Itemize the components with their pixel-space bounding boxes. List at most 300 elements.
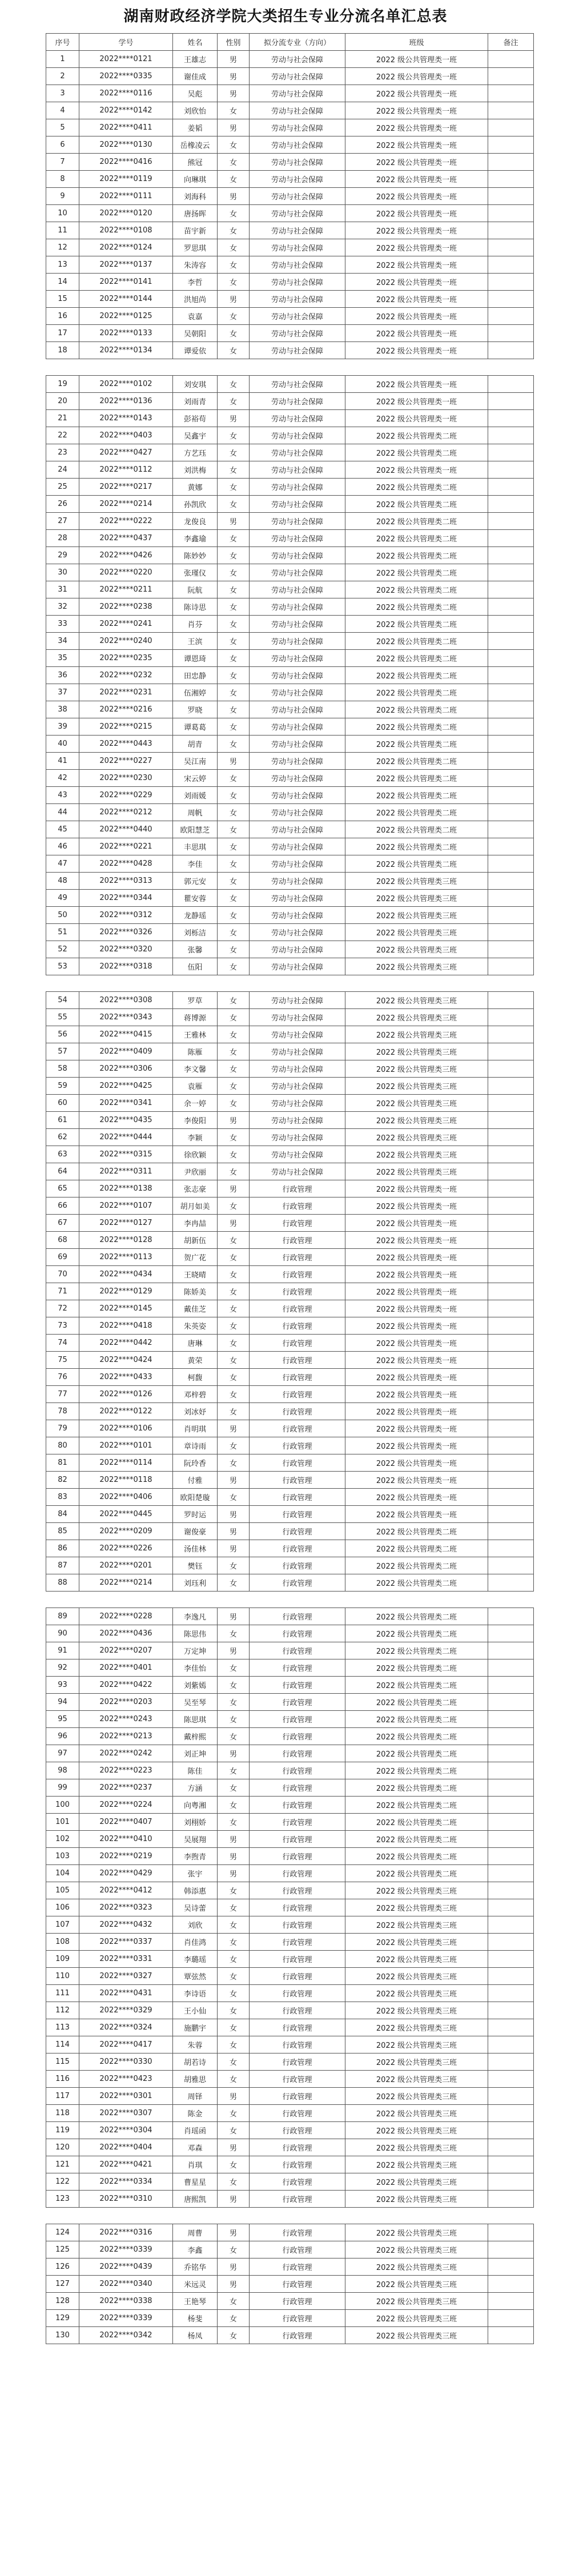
cell-class: 2022 级公共管理类一班 [345, 291, 488, 308]
cell-major: 行政管理 [250, 2258, 345, 2276]
cell-index: 24 [46, 461, 79, 479]
cell-remarks [488, 1026, 534, 1043]
cell-name: 伍湘婷 [173, 684, 218, 701]
cell-class: 2022 级公共管理类二班 [345, 1642, 488, 1659]
cell-student-id: 2022****0431 [79, 1985, 173, 2002]
table-row [46, 1540, 534, 1557]
cell-class: 2022 级公共管理类三班 [345, 2156, 488, 2173]
cell-index: 39 [46, 718, 79, 736]
cell-student-id: 2022****0242 [79, 1745, 173, 1762]
cell-remarks [488, 1506, 534, 1523]
cell-name: 王艳琴 [173, 2293, 218, 2310]
table-row [46, 992, 534, 1009]
cell-name: 向粤湘 [173, 1797, 218, 1814]
cell-gender: 女 [218, 1711, 250, 1728]
cell-student-id: 2022****0228 [79, 1608, 173, 1625]
table-row [46, 2224, 534, 2241]
cell-remarks [488, 1779, 534, 1797]
cell-index: 69 [46, 1249, 79, 1266]
table-row [46, 1180, 534, 1197]
gap-cell [46, 2208, 534, 2224]
table-row [46, 855, 534, 873]
cell-gender: 女 [218, 2310, 250, 2327]
cell-name: 李俊阳 [173, 1112, 218, 1129]
cell-student-id: 2022****0227 [79, 753, 173, 770]
cell-major: 行政管理 [250, 2156, 345, 2173]
cell-index: 115 [46, 2053, 79, 2071]
table-row [46, 2053, 534, 2071]
cell-student-id: 2022****0444 [79, 1129, 173, 1146]
cell-student-id: 2022****0432 [79, 1916, 173, 1934]
cell-name: 李鑫 [173, 2241, 218, 2258]
cell-remarks [488, 427, 534, 444]
cell-student-id: 2022****0129 [79, 1283, 173, 1300]
cell-index: 111 [46, 1985, 79, 2002]
cell-index: 101 [46, 1814, 79, 1831]
gap-cell [46, 1592, 534, 1608]
cell-class: 2022 级公共管理类三班 [345, 1078, 488, 1095]
cell-class: 2022 级公共管理类一班 [345, 1300, 488, 1317]
cell-name: 罗草 [173, 992, 218, 1009]
cell-class: 2022 级公共管理类二班 [345, 1779, 488, 1797]
cell-class: 2022 级公共管理类一班 [345, 239, 488, 256]
cell-remarks [488, 2276, 534, 2293]
cell-class: 2022 级公共管理类一班 [345, 222, 488, 239]
cell-gender: 男 [218, 2139, 250, 2156]
cell-gender: 男 [218, 51, 250, 68]
cell-remarks [488, 85, 534, 102]
cell-remarks [488, 291, 534, 308]
cell-major: 行政管理 [250, 1506, 345, 1523]
cell-index: 59 [46, 1078, 79, 1095]
cell-student-id: 2022****0313 [79, 873, 173, 890]
cell-remarks [488, 154, 534, 171]
cell-index: 35 [46, 650, 79, 667]
table-row [46, 616, 534, 633]
cell-gender: 女 [218, 941, 250, 958]
table-row [46, 1454, 534, 1472]
cell-name: 刘珏利 [173, 1574, 218, 1592]
cell-class: 2022 级公共管理类三班 [345, 2191, 488, 2208]
cell-name: 王小仙 [173, 2002, 218, 2019]
table-row [46, 1249, 534, 1266]
cell-name: 章诗雨 [173, 1437, 218, 1454]
cell-gender: 男 [218, 1506, 250, 1523]
cell-remarks [488, 564, 534, 581]
cell-remarks [488, 1232, 534, 1249]
table-row [46, 1197, 534, 1215]
cell-index: 119 [46, 2122, 79, 2139]
cell-class: 2022 级公共管理类二班 [345, 513, 488, 530]
cell-class: 2022 级公共管理类二班 [345, 444, 488, 461]
cell-class: 2022 级公共管理类二班 [345, 1814, 488, 1831]
cell-major: 行政管理 [250, 2088, 345, 2105]
cell-gender: 女 [218, 1335, 250, 1352]
table-row [46, 136, 534, 154]
cell-gender: 女 [218, 1934, 250, 1951]
cell-gender: 女 [218, 2293, 250, 2310]
cell-index: 45 [46, 821, 79, 838]
cell-class: 2022 级公共管理类三班 [345, 1882, 488, 1899]
table-row [46, 1129, 534, 1146]
cell-name: 吴至琴 [173, 1694, 218, 1711]
cell-gender: 女 [218, 616, 250, 633]
cell-major: 行政管理 [250, 1865, 345, 1882]
cell-student-id: 2022****0108 [79, 222, 173, 239]
cell-name: 肖芬 [173, 616, 218, 633]
cell-index: 126 [46, 2258, 79, 2276]
table-row [46, 2139, 534, 2156]
cell-class: 2022 级公共管理类一班 [345, 1403, 488, 1420]
table-row [46, 1009, 534, 1026]
cell-student-id: 2022****0312 [79, 907, 173, 924]
cell-student-id: 2022****0106 [79, 1420, 173, 1437]
cell-class: 2022 级公共管理类二班 [345, 1728, 488, 1745]
table-row [46, 1266, 534, 1283]
table-row [46, 1300, 534, 1317]
cell-class: 2022 级公共管理类二班 [345, 530, 488, 547]
cell-student-id: 2022****0237 [79, 1779, 173, 1797]
cell-student-id: 2022****0429 [79, 1865, 173, 1882]
cell-class: 2022 级公共管理类二班 [345, 804, 488, 821]
table-row [46, 1043, 534, 1060]
cell-major: 行政管理 [250, 1899, 345, 1916]
cell-remarks [488, 1369, 534, 1386]
cell-class: 2022 级公共管理类二班 [345, 616, 488, 633]
cell-student-id: 2022****0114 [79, 1454, 173, 1472]
cell-major: 行政管理 [250, 1300, 345, 1317]
cell-remarks [488, 68, 534, 85]
cell-gender: 女 [218, 1951, 250, 1968]
table-row [46, 496, 534, 513]
cell-major: 劳动与社会保障 [250, 787, 345, 804]
cell-name: 陈诗思 [173, 598, 218, 616]
cell-class: 2022 级公共管理类三班 [345, 1146, 488, 1163]
cell-index: 81 [46, 1454, 79, 1472]
cell-name: 陈雁 [173, 1043, 218, 1060]
cell-index: 71 [46, 1283, 79, 1300]
cell-remarks [488, 1797, 534, 1814]
table-header [46, 34, 534, 51]
cell-major: 劳动与社会保障 [250, 1078, 345, 1095]
cell-index: 130 [46, 2327, 79, 2344]
cell-index: 28 [46, 530, 79, 547]
cell-remarks [488, 736, 534, 753]
cell-student-id: 2022****0425 [79, 1078, 173, 1095]
cell-name: 张馨 [173, 941, 218, 958]
cell-remarks [488, 2241, 534, 2258]
cell-student-id: 2022****0113 [79, 1249, 173, 1266]
table-row [46, 581, 534, 598]
cell-major: 劳动与社会保障 [250, 513, 345, 530]
cell-class: 2022 级公共管理类二班 [345, 598, 488, 616]
table-row [46, 1899, 534, 1916]
cell-student-id: 2022****0212 [79, 804, 173, 821]
cell-major: 行政管理 [250, 1283, 345, 1300]
cell-class: 2022 级公共管理类一班 [345, 1352, 488, 1369]
cell-class: 2022 级公共管理类二班 [345, 1797, 488, 1814]
cell-student-id: 2022****0122 [79, 1403, 173, 1420]
table-row [46, 1437, 534, 1454]
cell-remarks [488, 907, 534, 924]
cell-name: 王雄志 [173, 51, 218, 68]
cell-index: 75 [46, 1352, 79, 1369]
cell-major: 行政管理 [250, 1369, 345, 1386]
cell-name: 刘雨青 [173, 393, 218, 410]
cell-remarks [488, 2122, 534, 2139]
cell-remarks [488, 2071, 534, 2088]
cell-student-id: 2022****0327 [79, 1968, 173, 1985]
cell-class: 2022 级公共管理类三班 [345, 2258, 488, 2276]
cell-remarks [488, 650, 534, 667]
cell-gender: 女 [218, 479, 250, 496]
cell-student-id: 2022****0230 [79, 770, 173, 787]
cell-remarks [488, 667, 534, 684]
cell-class: 2022 级公共管理类三班 [345, 907, 488, 924]
cell-remarks [488, 1283, 534, 1300]
cell-class: 2022 级公共管理类一班 [345, 119, 488, 136]
table-row [46, 376, 534, 393]
cell-gender: 女 [218, 581, 250, 598]
cell-gender: 女 [218, 496, 250, 513]
cell-class: 2022 级公共管理类一班 [345, 102, 488, 119]
cell-gender: 女 [218, 1882, 250, 1899]
cell-student-id: 2022****0324 [79, 2019, 173, 2036]
cell-gender: 女 [218, 1060, 250, 1078]
cell-index: 103 [46, 1848, 79, 1865]
cell-gender: 男 [218, 1540, 250, 1557]
cell-gender: 女 [218, 564, 250, 581]
cell-gender: 女 [218, 222, 250, 239]
cell-gender: 男 [218, 2191, 250, 2208]
table-row [46, 410, 534, 427]
cell-class: 2022 级公共管理类三班 [345, 2224, 488, 2241]
cell-student-id: 2022****0119 [79, 171, 173, 188]
cell-student-id: 2022****0339 [79, 2310, 173, 2327]
cell-index: 17 [46, 325, 79, 342]
cell-remarks [488, 581, 534, 598]
cell-major: 行政管理 [250, 2053, 345, 2071]
cell-gender: 女 [218, 2071, 250, 2088]
cell-index: 21 [46, 410, 79, 427]
cell-class: 2022 级公共管理类一班 [345, 256, 488, 274]
cell-remarks [488, 1112, 534, 1129]
cell-index: 46 [46, 838, 79, 855]
cell-major: 劳动与社会保障 [250, 684, 345, 701]
cell-index: 83 [46, 1489, 79, 1506]
cell-class: 2022 级公共管理类三班 [345, 924, 488, 941]
table-row [46, 1574, 534, 1592]
cell-remarks [488, 444, 534, 461]
cell-gender: 女 [218, 2122, 250, 2139]
cell-gender: 女 [218, 1403, 250, 1420]
cell-gender: 女 [218, 1797, 250, 1814]
table-row [46, 1369, 534, 1386]
cell-class: 2022 级公共管理类一班 [345, 1386, 488, 1403]
cell-name: 付雅 [173, 1472, 218, 1489]
cell-major: 劳动与社会保障 [250, 461, 345, 479]
header-cell-gender: 性别 [218, 34, 250, 51]
cell-student-id: 2022****0111 [79, 188, 173, 205]
cell-remarks [488, 410, 534, 427]
cell-class: 2022 级公共管理类三班 [345, 1026, 488, 1043]
cell-gender: 男 [218, 2224, 250, 2241]
cell-student-id: 2022****0340 [79, 2276, 173, 2293]
table-row [46, 787, 534, 804]
cell-name: 向琳琪 [173, 171, 218, 188]
cell-name: 谢俊豪 [173, 1523, 218, 1540]
cell-class: 2022 级公共管理类二班 [345, 855, 488, 873]
cell-major: 行政管理 [250, 2276, 345, 2293]
cell-name: 袁雁 [173, 1078, 218, 1095]
cell-class: 2022 级公共管理类三班 [345, 2122, 488, 2139]
cell-name: 李哲 [173, 274, 218, 291]
cell-gender: 女 [218, 736, 250, 753]
cell-major: 行政管理 [250, 1711, 345, 1728]
table-row [46, 479, 534, 496]
table-row [46, 119, 534, 136]
cell-major: 行政管理 [250, 1934, 345, 1951]
header-cell-student-id: 学号 [79, 34, 173, 51]
cell-major: 劳动与社会保障 [250, 479, 345, 496]
table-row [46, 1659, 534, 1677]
table-row [46, 256, 534, 274]
cell-major: 劳动与社会保障 [250, 188, 345, 205]
cell-index: 95 [46, 1711, 79, 1728]
cell-remarks [488, 1335, 534, 1352]
cell-class: 2022 级公共管理类二班 [345, 1745, 488, 1762]
cell-class: 2022 级公共管理类二班 [345, 701, 488, 718]
cell-name: 胡若诗 [173, 2053, 218, 2071]
cell-major: 劳动与社会保障 [250, 1009, 345, 1026]
cell-gender: 女 [218, 890, 250, 907]
cell-student-id: 2022****0427 [79, 444, 173, 461]
cell-name: 蒋博源 [173, 1009, 218, 1026]
cell-class: 2022 级公共管理类一班 [345, 1215, 488, 1232]
cell-remarks [488, 1060, 534, 1078]
cell-name: 唐琳 [173, 1335, 218, 1352]
cell-student-id: 2022****0442 [79, 1335, 173, 1352]
cell-index: 58 [46, 1060, 79, 1078]
cell-major: 劳动与社会保障 [250, 393, 345, 410]
cell-name: 陈金 [173, 2105, 218, 2122]
cell-index: 89 [46, 1608, 79, 1625]
cell-gender: 女 [218, 907, 250, 924]
cell-gender: 女 [218, 308, 250, 325]
cell-major: 行政管理 [250, 1523, 345, 1540]
cell-name: 罗时运 [173, 1506, 218, 1523]
cell-major: 劳动与社会保障 [250, 855, 345, 873]
cell-index: 62 [46, 1129, 79, 1146]
header-row [46, 34, 534, 51]
cell-name: 朱英姿 [173, 1317, 218, 1335]
table-row [46, 1677, 534, 1694]
cell-index: 122 [46, 2173, 79, 2191]
cell-index: 105 [46, 1882, 79, 1899]
table-row [46, 667, 534, 684]
cell-major: 行政管理 [250, 2002, 345, 2019]
table-row [46, 838, 534, 855]
cell-remarks [488, 1711, 534, 1728]
cell-gender: 女 [218, 838, 250, 855]
cell-gender: 男 [218, 410, 250, 427]
cell-name: 米远灵 [173, 2276, 218, 2293]
cell-major: 劳动与社会保障 [250, 753, 345, 770]
cell-student-id: 2022****0335 [79, 68, 173, 85]
cell-name: 王雅林 [173, 1026, 218, 1043]
cell-major: 行政管理 [250, 1831, 345, 1848]
cell-remarks [488, 1352, 534, 1369]
cell-name: 罗晓 [173, 701, 218, 718]
cell-class: 2022 级公共管理类三班 [345, 1899, 488, 1916]
cell-index: 123 [46, 2191, 79, 2208]
cell-gender: 女 [218, 393, 250, 410]
cell-gender: 女 [218, 342, 250, 359]
cell-name: 吴江南 [173, 753, 218, 770]
cell-class: 2022 级公共管理类三班 [345, 1934, 488, 1951]
cell-index: 118 [46, 2105, 79, 2122]
cell-student-id: 2022****0426 [79, 547, 173, 564]
cell-gender: 女 [218, 530, 250, 547]
cell-student-id: 2022****0107 [79, 1197, 173, 1215]
cell-major: 劳动与社会保障 [250, 444, 345, 461]
cell-gender: 女 [218, 2327, 250, 2344]
table-row [46, 1403, 534, 1420]
cell-remarks [488, 804, 534, 821]
cell-major: 劳动与社会保障 [250, 941, 345, 958]
cell-name: 朱蓉 [173, 2036, 218, 2053]
table-row [46, 804, 534, 821]
cell-remarks [488, 547, 534, 564]
cell-index: 43 [46, 787, 79, 804]
cell-class: 2022 级公共管理类三班 [345, 2053, 488, 2071]
cell-index: 3 [46, 85, 79, 102]
cell-class: 2022 级公共管理类二班 [345, 1659, 488, 1677]
cell-index: 1 [46, 51, 79, 68]
cell-major: 行政管理 [250, 2019, 345, 2036]
cell-student-id: 2022****0207 [79, 1642, 173, 1659]
cell-remarks [488, 701, 534, 718]
cell-index: 20 [46, 393, 79, 410]
cell-index: 5 [46, 119, 79, 136]
table-row [46, 325, 534, 342]
cell-class: 2022 级公共管理类二班 [345, 718, 488, 736]
table-row [46, 2327, 534, 2344]
cell-remarks [488, 1523, 534, 1540]
cell-gender: 女 [218, 992, 250, 1009]
cell-name: 伍阳 [173, 958, 218, 975]
cell-index: 56 [46, 1026, 79, 1043]
cell-remarks [488, 2327, 534, 2344]
cell-index: 42 [46, 770, 79, 787]
cell-index: 34 [46, 633, 79, 650]
cell-name: 陈思琪 [173, 1711, 218, 1728]
cell-index: 112 [46, 2002, 79, 2019]
cell-name: 刘冰妤 [173, 1403, 218, 1420]
cell-gender: 女 [218, 855, 250, 873]
cell-major: 劳动与社会保障 [250, 547, 345, 564]
cell-student-id: 2022****0216 [79, 701, 173, 718]
cell-gender: 女 [218, 1009, 250, 1026]
cell-remarks [488, 992, 534, 1009]
cell-class: 2022 级公共管理类三班 [345, 2139, 488, 2156]
cell-remarks [488, 222, 534, 239]
cell-major: 劳动与社会保障 [250, 598, 345, 616]
cell-major: 行政管理 [250, 2173, 345, 2191]
cell-gender: 女 [218, 1779, 250, 1797]
table-row [46, 171, 534, 188]
cell-student-id: 2022****0428 [79, 855, 173, 873]
